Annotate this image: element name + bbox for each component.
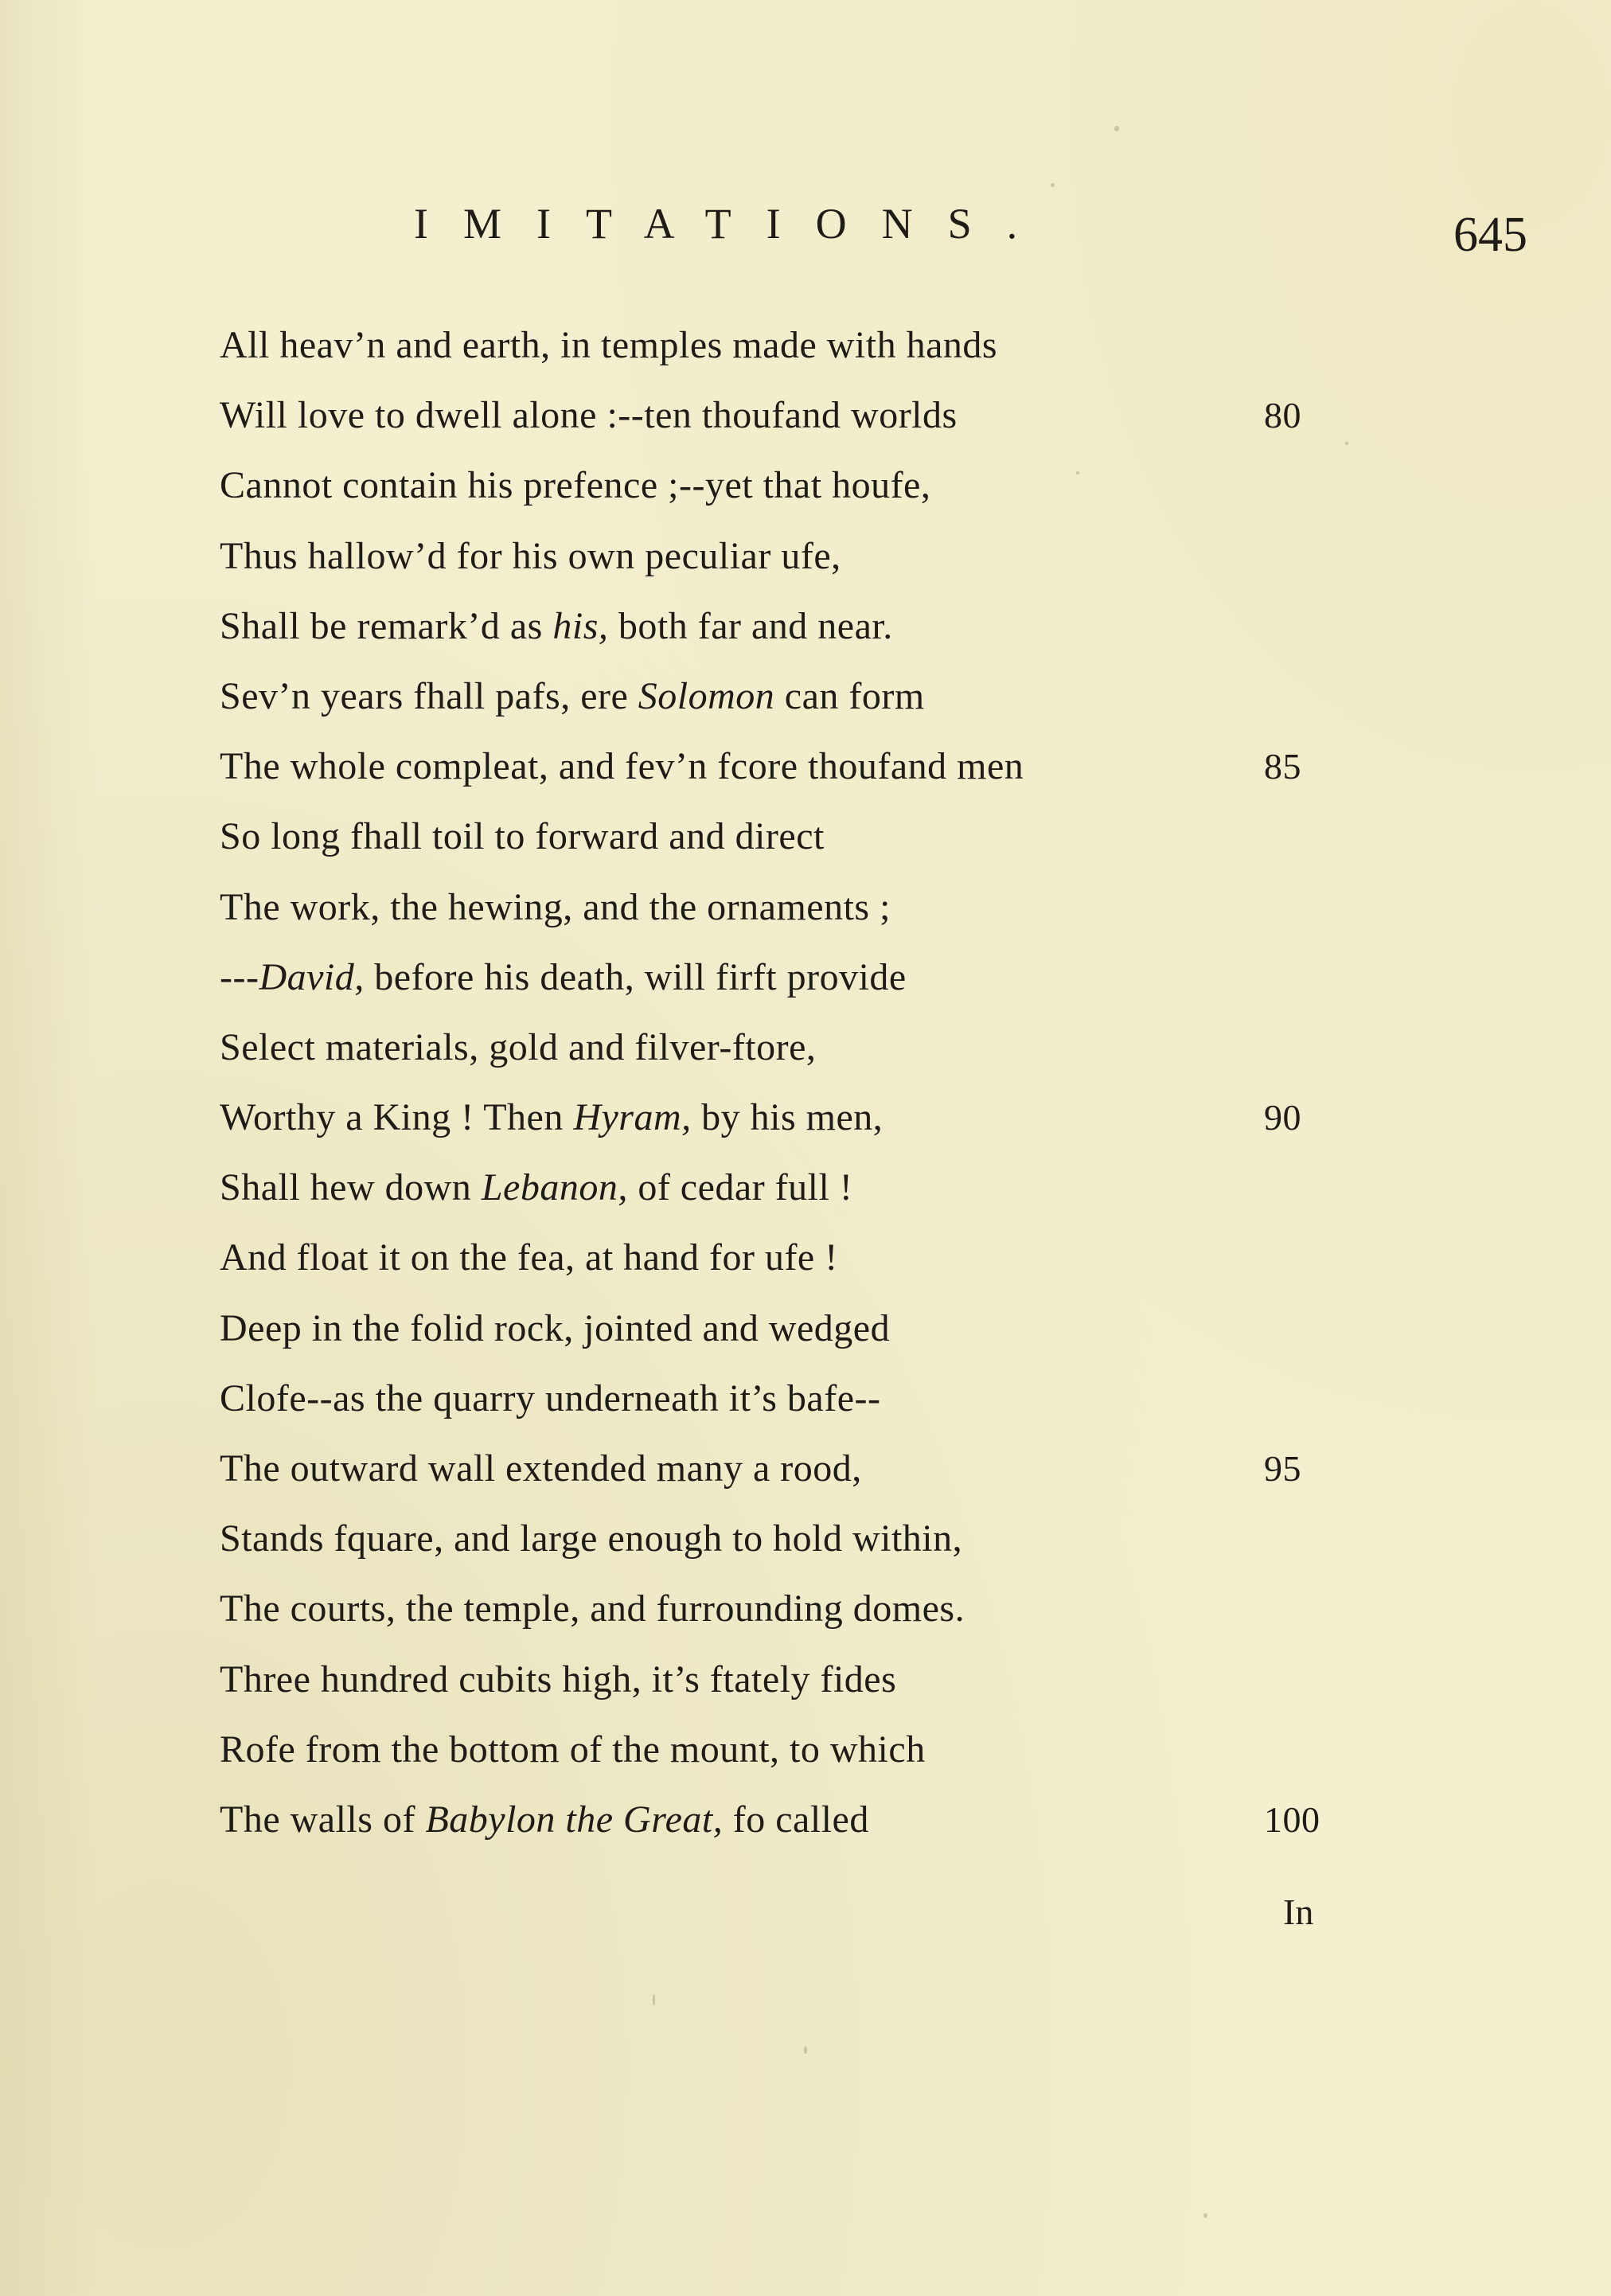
paper-speck (653, 1994, 655, 2005)
poem-line (220, 943, 1414, 1013)
poem-line-text: Shall hew down (220, 1166, 482, 1209)
paper-speck (1203, 2213, 1207, 2218)
poem-line (220, 1083, 1414, 1153)
paper-speck (804, 2046, 807, 2054)
line-number: 80 (1264, 395, 1301, 436)
poem-line-text: Rofe from the bottom of the mount, to which (220, 1728, 926, 1771)
poem-line (220, 1504, 1414, 1574)
poem-line-italic-text: Solomon (638, 674, 775, 717)
poem-line-text: fo called (723, 1798, 869, 1841)
poem-line-italic-text: his, (552, 604, 609, 647)
poem-line-text: And float it on the fea, at hand for ufe ! (220, 1236, 838, 1279)
poem-line (220, 381, 1414, 451)
poem-line (220, 451, 1414, 521)
poem-line-italic-text: Babylon the Great, (425, 1798, 724, 1841)
poem-line (220, 592, 1414, 662)
poem-line (220, 310, 1414, 381)
poem-line (220, 662, 1414, 732)
poem-line (220, 1364, 1414, 1434)
poem-line-text: Select materials, gold and filver-ftore, (220, 1025, 817, 1068)
poem-line-text: The outward wall extended many a rood, (220, 1447, 862, 1490)
line-number: 90 (1264, 1097, 1301, 1138)
poem-line (220, 873, 1414, 943)
poem-text (220, 310, 1414, 1855)
line-number: 85 (1264, 746, 1301, 787)
page-number: 645 (1453, 208, 1527, 262)
catchword: In (1283, 1892, 1314, 1932)
poem-line (220, 1574, 1414, 1644)
poem-line (220, 1645, 1414, 1715)
poem-line-text: before his death, will firft provide (364, 955, 907, 998)
poem-line-text: The courts, the temple, and furrounding domes. (220, 1587, 965, 1630)
poem-line-italic-text: Hyram, (573, 1096, 692, 1139)
poem-line (220, 1153, 1414, 1223)
poem-line-text: --- (220, 955, 259, 998)
poem-line (220, 521, 1414, 592)
poem-line (220, 732, 1414, 802)
poem-line-text: Worthy a King ! Then (220, 1096, 574, 1139)
poem-line (220, 1013, 1414, 1083)
poem-line-text: can form (774, 674, 925, 717)
poem-line-italic-text: Lebanon, (481, 1166, 628, 1209)
poem-line-text: Clofe--as the quarry underneath it’s bafe-- (220, 1376, 881, 1419)
poem-line-text: The work, the hewing, and the ornaments ; (220, 885, 891, 928)
line-number: 100 (1264, 1798, 1320, 1840)
poem-line-text: Will love to dwell alone :--ten thoufand worlds (220, 394, 958, 437)
poem-line-italic-text: David, (259, 955, 365, 998)
poem-line (220, 1715, 1414, 1785)
poem-line-text: Cannot contain his prefence ;--yet that houfe, (220, 464, 931, 507)
line-number: 95 (1264, 1448, 1301, 1489)
poem-line-text: The whole compleat, and fev’n fcore thoufand men (220, 745, 1024, 788)
poem-line-text: of cedar full ! (627, 1166, 853, 1209)
running-title: IMITATIONS. (414, 200, 1053, 248)
poem-line (220, 1785, 1414, 1855)
poem-line (220, 1223, 1414, 1293)
poem-line-text: All heav’n and earth, in temples made with hands (220, 324, 998, 366)
poem-line-text: Shall be remark’d as (220, 604, 553, 647)
poem-line-text: Deep in the folid rock, jointed and wedged (220, 1306, 891, 1349)
poem-line-text: The walls of (220, 1798, 426, 1841)
poem-line-text: Stands fquare, and large enough to hold within, (220, 1517, 963, 1560)
poem-line-text: by his men, (691, 1096, 884, 1139)
poem-line-text: So long fhall toil to forward and direct (220, 815, 825, 858)
poem-line-text: both far and near. (608, 604, 893, 647)
poem-line (220, 1434, 1414, 1504)
poem-line-text: Three hundred cubits high, it’s ftately fides (220, 1658, 897, 1701)
paper-speck (1051, 183, 1055, 187)
poem-line (220, 1294, 1414, 1364)
poem-line-text: Sev’n years fhall pafs, ere (220, 674, 638, 717)
poem-line-text: Thus hallow’d for his own peculiar ufe, (220, 534, 841, 577)
paper-speck (1114, 126, 1119, 131)
poem-line (220, 802, 1414, 872)
